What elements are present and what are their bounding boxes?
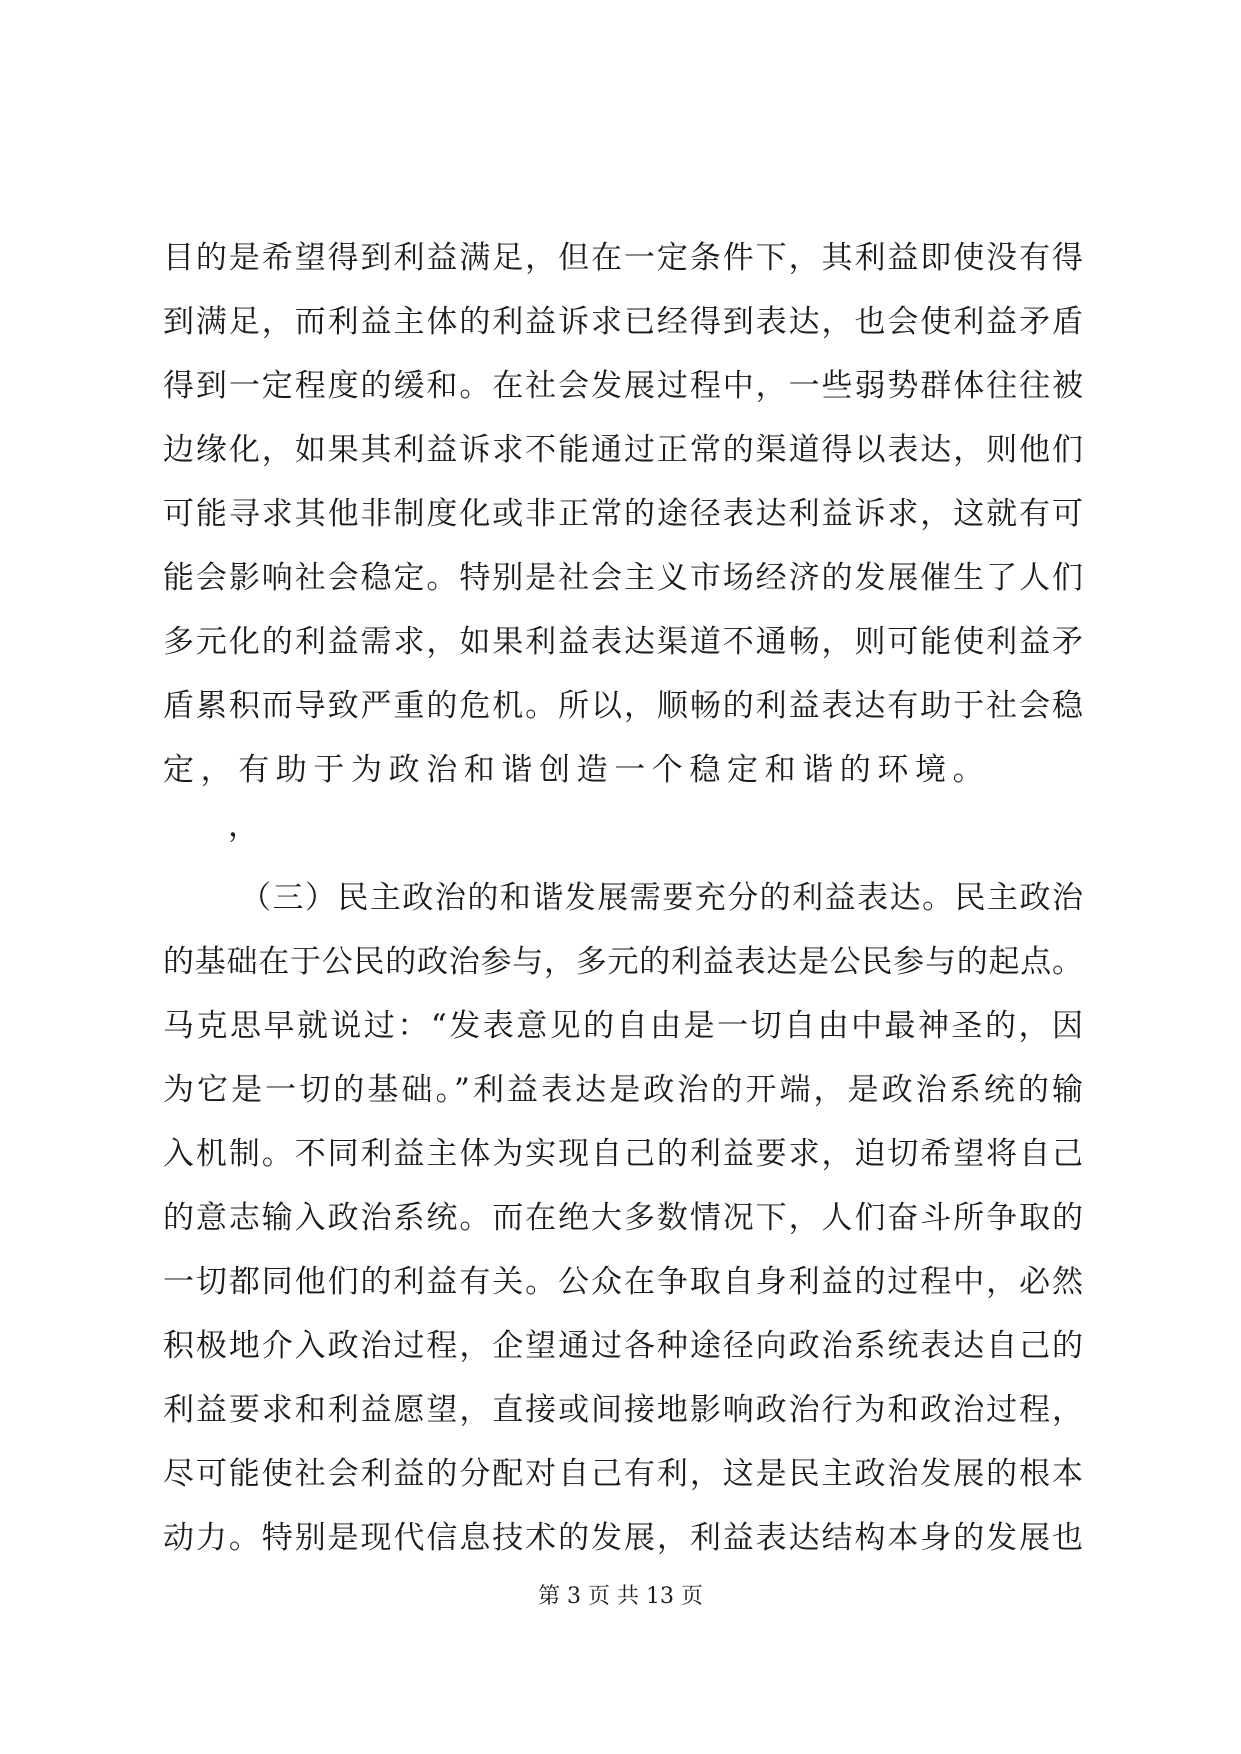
paragraph-1-line: 到满足，而利益主体的利益诉求已经得到表达，也会使利益矛盾 (163, 304, 1083, 340)
paragraph-1-line: 可能寻求其他非制度化或非正常的途径表达利益诉求，这就有可 (163, 496, 1083, 532)
paragraph-2-line: 动力。特别是现代信息技术的发展，利益表达结构本身的发展也 (163, 1520, 1083, 1556)
paragraph-2-line: 积极地介入政治过程，企望通过各种途径向政治系统表达自己的 (163, 1328, 1083, 1364)
paragraph-1-line: 多元化的利益需求，如果利益表达渠道不通畅，则可能使利益矛 (163, 624, 1083, 660)
paragraph-1-line: 边缘化，如果其利益诉求不能通过正常的渠道得以表达，则他们 (163, 432, 1083, 468)
paragraph-1-line: 得到一定程度的缓和。在社会发展过程中，一些弱势群体往往被 (163, 368, 1083, 404)
paragraph-2-line: 为它是一切的基础。”利益表达是政治的开端，是政治系统的输 (163, 1072, 1083, 1108)
paragraph-1-line: 能会影响社会稳定。特别是社会主义市场经济的发展催生了人们 (163, 560, 1083, 596)
page-number: 第 3 页 共 13 页 (538, 1584, 703, 1609)
paragraph-1-line: 目的是希望得到利益满足，但在一定条件下，其利益即使没有得 (163, 240, 1083, 276)
paragraph-2-line: 入机制。不同利益主体为实现自己的利益要求，迫切希望将自己 (163, 1136, 1083, 1172)
paragraph-2-line: 的基础在于公民的政治参与，多元的利益表达是公民参与的起点。 (163, 944, 1083, 980)
paragraph-2-line: 尽可能使社会利益的分配对自己有利，这是民主政治发展的根本 (163, 1456, 1083, 1492)
paragraph-2-line: 利益要求和利益愿望，直接或间接地影响政治行为和政治过程， (163, 1392, 1083, 1428)
paragraph-2-line: （三）民主政治的和谐发展需要充分的利益表达。民主政治 (240, 880, 1083, 916)
stray-mark: ， (228, 808, 259, 844)
paragraph-1-line: 盾累积而导致严重的危机。所以，顺畅的利益表达有助于社会稳 (163, 688, 1083, 724)
paragraph-2-line: 的意志输入政治系统。而在绝大多数情况下，人们奋斗所争取的 (163, 1200, 1083, 1236)
paragraph-2-line: 一切都同他们的利益有关。公众在争取自身利益的过程中，必然 (163, 1264, 1083, 1300)
paragraph-2-line: 马克思早就说过：“发表意见的自由是一切自由中最神圣的，因 (163, 1008, 1083, 1044)
paragraph-1-line: 定，有助于为政治和谐创造一个稳定和谐的环境。 (163, 752, 991, 788)
